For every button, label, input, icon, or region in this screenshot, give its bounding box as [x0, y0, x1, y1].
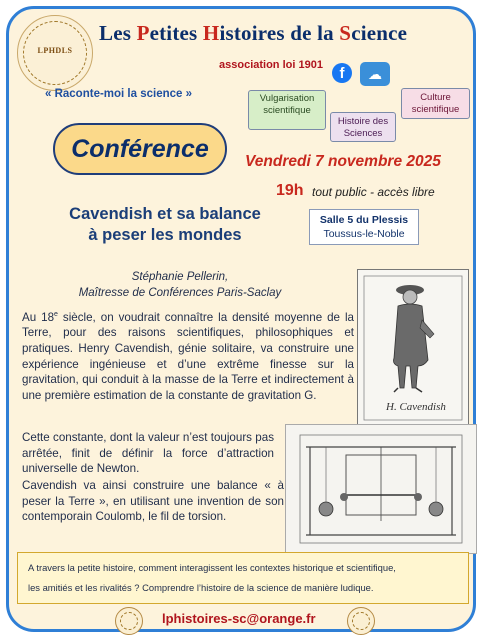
tag-line: Sciences [343, 128, 383, 139]
tag-line: Culture [420, 92, 451, 103]
tag-culture [401, 88, 470, 119]
tag-line: scientifique [263, 105, 311, 116]
p1-start: Au 18 [22, 310, 55, 324]
p1-rest: siècle, on voudrait connaître la densité moyenne de la Terre, pour des raisons scientifiques, philosophiques et pratiques. Henry Cavendish, génie solitaire, va construire une expérience ingénieuse et d’une extrême finesse sur la gravitation, qui conduit à la masse de la Terre et indirectement à une première estimation de la constante de gravitation G. [22, 310, 354, 402]
talk-title-line: à peser les mondes [88, 226, 242, 244]
footer-summary [17, 552, 469, 604]
title-part: cience [351, 21, 408, 45]
title-cap: H [202, 21, 220, 45]
paragraph-intro [22, 307, 354, 403]
tag-line: Vulgarisation [259, 93, 315, 104]
logo-mini-ring [120, 612, 138, 630]
cavendish-portrait [357, 269, 469, 427]
venue-room: Salle 5 du Plessis [319, 214, 409, 226]
title-part: istoires de la [219, 21, 340, 45]
logo-mini-right [347, 607, 375, 635]
portrait-illustration [358, 270, 468, 426]
conference-badge [53, 123, 227, 175]
tag-histoire [330, 112, 396, 142]
slogan: « Raconte-moi la science » [45, 88, 193, 100]
footer-line: les amitiés et les rivalités ? Comprendre l’histoire de la science de manière ludique. [28, 582, 374, 593]
p1-sup: e [54, 311, 58, 318]
association-status: association loi 1901 [219, 59, 323, 71]
title-cap: P [136, 21, 150, 45]
tag-vulgarisation [248, 90, 326, 130]
cloud-icon[interactable]: ☁ [360, 62, 390, 86]
title-cap: S [339, 21, 352, 45]
event-audience: tout public - accès libre [312, 185, 435, 199]
talk-title-line: Cavendish et sa balance [69, 205, 261, 223]
conference-label: Conférence [71, 135, 209, 163]
event-date: Vendredi 7 novembre 2025 [245, 153, 441, 170]
speaker-role: Maîtresse de Conférences Paris-Saclay [78, 287, 282, 299]
torsion-balance-illustration [286, 425, 476, 553]
venue-town: Toussus-le-Noble [323, 228, 405, 240]
logo-mini-ring [352, 612, 370, 630]
venue-box [309, 209, 419, 245]
portrait-signature: H. Cavendish [386, 401, 446, 413]
title-part: etites [149, 21, 203, 45]
speaker-name: Stéphanie Pellerin, [131, 271, 229, 283]
paragraph-balance: Cavendish va ainsi construire une balance « à peser la Terre », en utilisant une invention de son contemporain Coulomb, le fil de torsion. [22, 479, 284, 524]
logo-monogram: LPHDLS [37, 46, 73, 55]
poster [6, 6, 476, 632]
lphdls-logo [17, 15, 93, 91]
title-part: Les [99, 21, 137, 45]
contact-email[interactable]: lphistoires-sc@orange.fr [162, 611, 316, 626]
event-time: 19h [276, 182, 304, 199]
tag-line: scientifique [411, 104, 460, 115]
footer-line: A travers la petite histoire, comment interagissent les contextes historique et scientifique, [28, 562, 396, 573]
tag-line: Histoire des [337, 116, 389, 127]
talk-title [65, 204, 265, 246]
paragraph-constant: Cette constante, dont la valeur n’est toujours pas arrêtée, finit de définir la force d’attraction universelle de Newton. [22, 431, 274, 476]
torsion-balance-engraving [285, 424, 477, 554]
speaker [65, 269, 295, 301]
association-title [99, 21, 459, 46]
facebook-icon[interactable]: f [332, 63, 352, 83]
logo-mini-left [115, 607, 143, 635]
